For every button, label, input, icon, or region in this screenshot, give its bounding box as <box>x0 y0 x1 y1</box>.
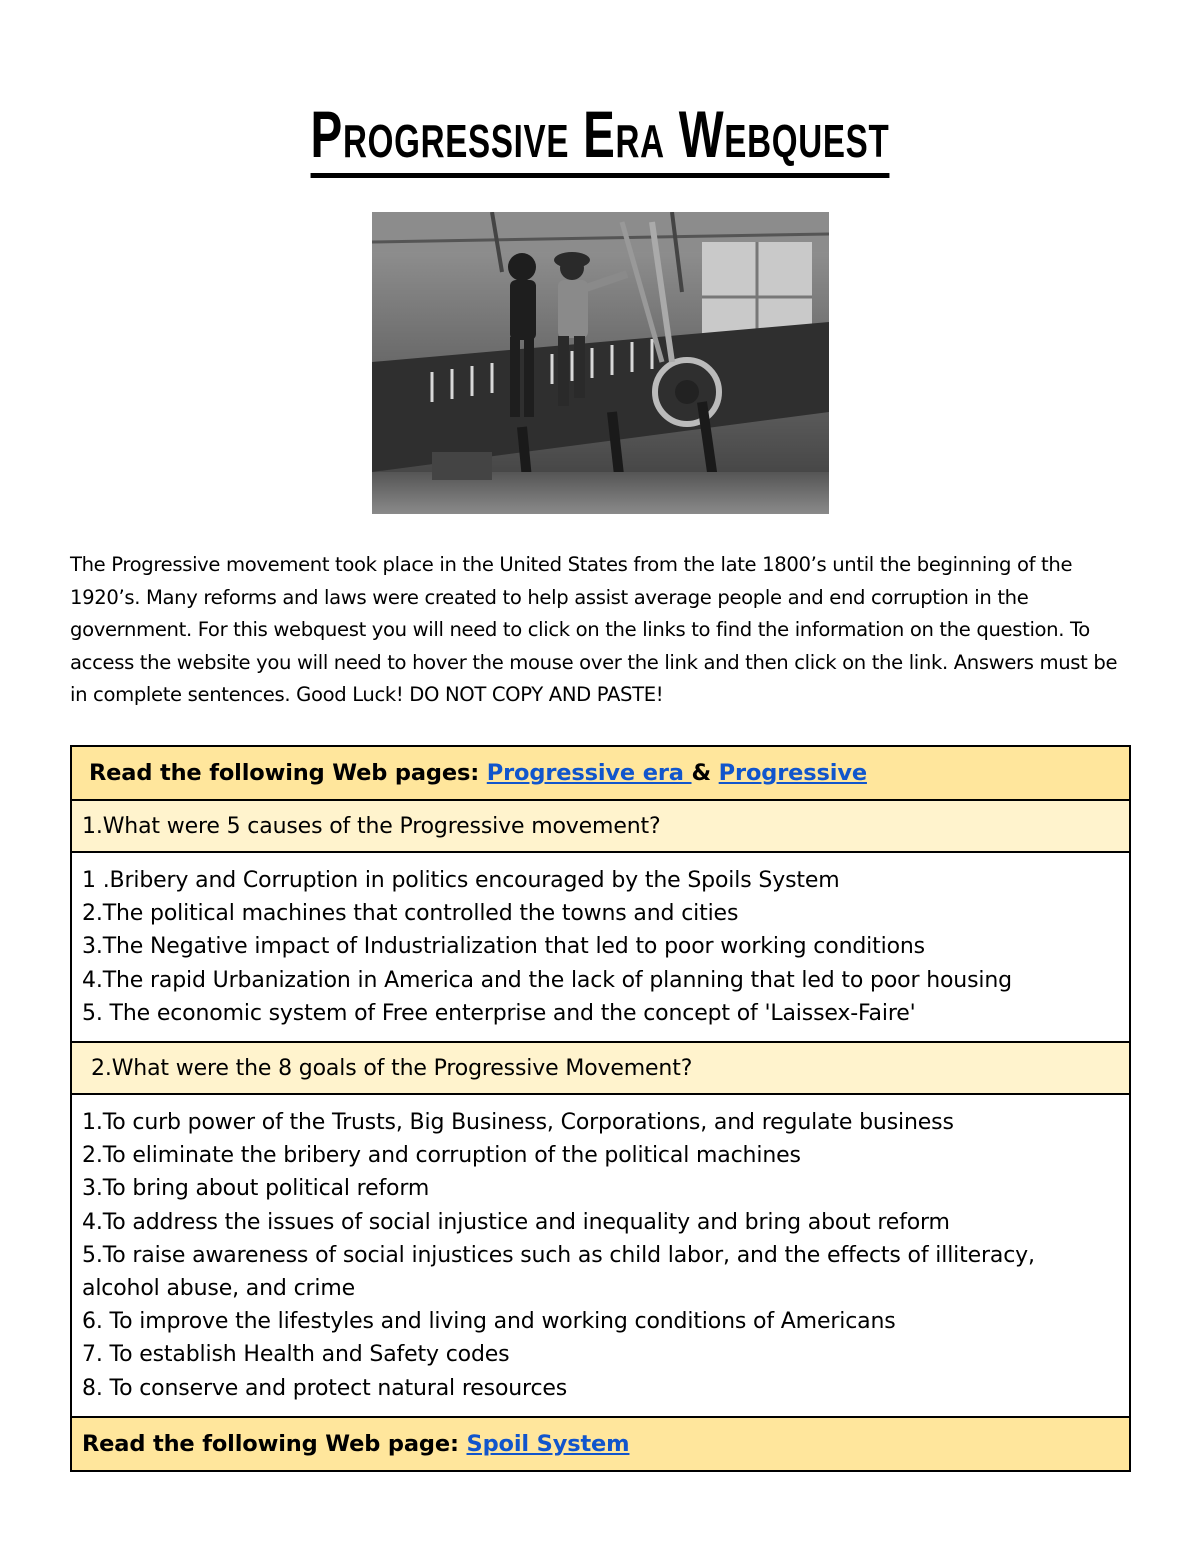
answer-line: 1 .Bribery and Corruption in politics encouraged by the Spoils System <box>82 868 840 893</box>
question-1: 1.What were 5 causes of the Progressive movement? <box>71 800 1130 852</box>
answer-line: 2.To eliminate the bribery and corruption of the political machines <box>82 1143 801 1169</box>
section-header-row <box>71 746 1130 800</box>
section-header <box>71 746 1130 800</box>
answer-line: 5.To raise awareness of social injustices such as child labor, and the effects of illiteracy, alcohol abuse, and crime <box>82 1242 1035 1302</box>
section-header-2 <box>71 1417 1130 1471</box>
answer-line: 8. To conserve and protect natural resources <box>82 1375 568 1401</box>
answer-line: 7. To establish Health and Safety codes <box>82 1342 510 1368</box>
question-row <box>71 800 1130 852</box>
factory-photo <box>372 212 829 514</box>
answer-line: 1.To curb power of the Trusts, Big Business, Corporations, and regulate business <box>82 1110 954 1136</box>
link-progressive[interactable]: Progressive <box>718 760 867 786</box>
answer-line: 2.The political machines that controlled the towns and cities <box>82 901 739 927</box>
answer-1 <box>71 852 1130 1042</box>
section-label: Read the following Web page: <box>82 1430 467 1457</box>
answer-row <box>71 1094 1130 1417</box>
answer-2 <box>71 1094 1130 1417</box>
answer-line: 5. The economic system of Free enterprise and the concept of 'Laissex-Faire' <box>82 1000 916 1026</box>
answer-line: 6. To improve the lifestyles and living and working conditions of Americans <box>82 1309 896 1335</box>
answer-line: 3.To bring about political reform <box>82 1176 430 1202</box>
section-label: Read the following Web pages: <box>89 760 487 786</box>
link-spoil-system[interactable]: Spoil System <box>466 1430 630 1457</box>
ampersand: & <box>691 760 719 786</box>
question-table <box>70 745 1131 1472</box>
question-row <box>71 1042 1130 1094</box>
page-title: Progressive Era Webquest <box>168 96 1032 172</box>
answer-line: 4.The rapid Urbanization in America and the lack of planning that led to poor housing <box>82 967 1012 993</box>
answer-line: 3.The Negative impact of Industrialization that led to poor working conditions <box>82 934 925 960</box>
answer-line: 4.To address the issues of social injustice and inequality and bring about reform <box>82 1209 950 1235</box>
answer-row <box>71 852 1130 1042</box>
link-progressive-era[interactable]: Progressive era <box>486 760 692 786</box>
question-2: 2.What were the 8 goals of the Progressive Movement? <box>71 1042 1130 1094</box>
section-header-row <box>71 1417 1130 1471</box>
intro-paragraph: The Progressive movement took place in the United States from the late 1800’s until the beginning of the 1920’s. Many reforms and laws were created to help assist average people and end corruption in the government. For this webquest you will need to click on the links to find the information on the question. To access the website you will need to hover the mouse over the link and then click on the link. Answers must be in complete sentences. Good Luck! DO NOT COPY AND PASTE! <box>70 553 1118 707</box>
